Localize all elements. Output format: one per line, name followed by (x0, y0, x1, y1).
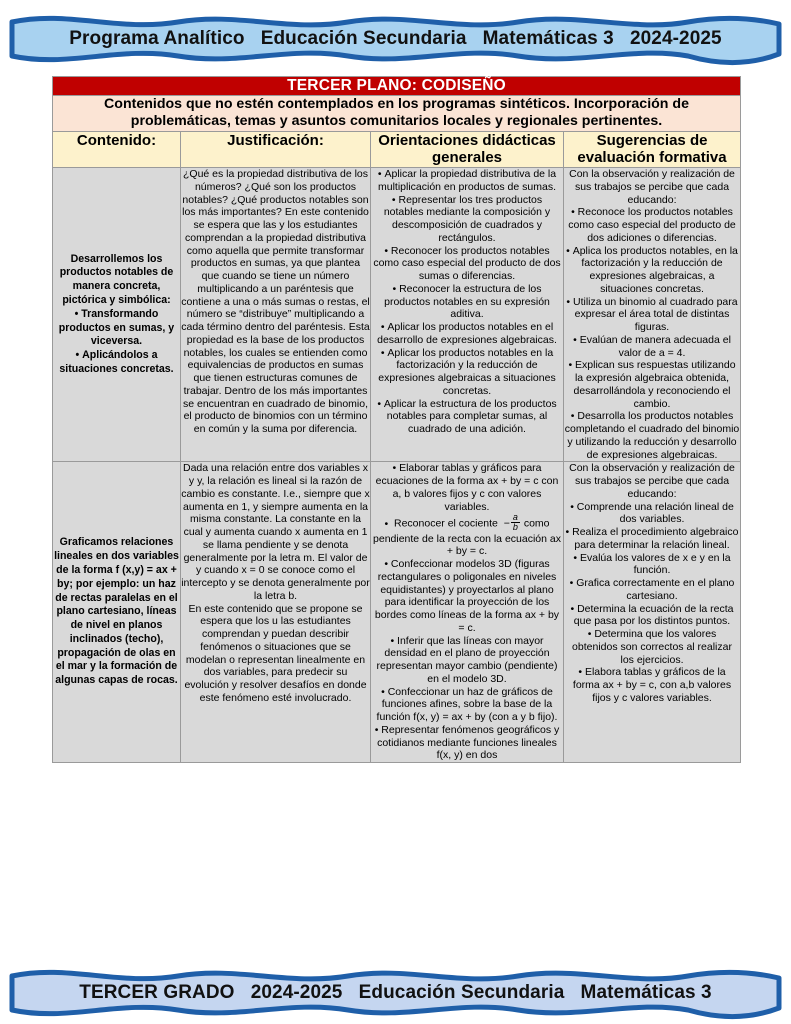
list-item: • Elabora tablas y gráficos de la forma ax + by = c, con a,b valores fijos y c valores variables. (564, 666, 740, 704)
list-item: • Determina la ecuación de la recta que pasa por los distintos puntos. (564, 603, 740, 629)
list-item: • Reconocer los productos notables como caso especial del producto de dos sumas o diferencias. (371, 245, 563, 283)
list-item: • Reconocer la estructura de los productos notables en su expresión aditiva. (371, 283, 563, 321)
list-item: • Aplicar la propiedad distributiva de la multiplicación en productos de sumas. (371, 168, 563, 194)
evaluacion-intro-1: Con la observación y realización de sus trabajos se percibe que cada educando: (569, 168, 735, 206)
orientaciones-bullets-1 (371, 168, 563, 436)
list-item: • Utiliza un binomio al cuadrado para expresar el área total de distintas figuras. (564, 296, 740, 334)
table-header-row (53, 131, 741, 167)
contenido-intro-2: Graficamos relaciones lineales en dos variables de la forma f (x,y) = ax + by; por ejemplo: un haz de rectas paralelas en el plano cartesiano, líneas de nivel en planos inclinados (techo), propagación de olas en el mar y la formación de algunas capas de rocas. (54, 536, 179, 687)
cell-justificacion-2 (181, 462, 371, 763)
justificacion-text-2b: En este contenido que se propone se espera que los u las estudiantes comprendan y puedan describir fenómenos o situaciones que se modelan o representan linealmente en dos variables, para predecir su evolución y resolver desafíos en donde este fenómeno esté involucrado. (184, 602, 367, 704)
cell-evaluacion-2 (564, 462, 741, 763)
cell-justificacion-1 (181, 168, 371, 462)
codiseno-table-wrapper (52, 76, 740, 763)
column-header-justificacion: Justificación: (181, 131, 371, 167)
orientaciones-fraction-post: como pendiente de la recta con la ecuación ax + by = c. (373, 517, 561, 558)
list-item: • Evalúan de manera adecuada el valor de a = 4. (564, 334, 740, 360)
table-title: TERCER PLANO: CODISEÑO (53, 77, 741, 96)
column-header-contenido: Contenido: (53, 131, 181, 167)
column-header-evaluacion: Sugerencias de evaluación formativa (564, 131, 741, 167)
orientaciones-fraction-pre: Reconocer el cociente (394, 517, 498, 530)
list-item: • Aplica los productos notables, en la factorización y la reducción de expresiones algebraicas, a situaciones concretas. (564, 245, 740, 296)
list-item: • Confeccionar un haz de gráficos de funciones afines, sobre la base de la función f(x, y) = ax + by (con a y b fijo). (371, 686, 563, 724)
list-item: • Desarrolla los productos notables completando el cuadrado del binomio y utilizando la reducción y desarrollo de expresiones algebraicas. (564, 410, 740, 461)
list-item: • Aplicar la estructura de los productos notables para completar sumas, al cuadrado de una adición. (371, 398, 563, 436)
table-subtitle: Contenidos que no estén contemplados en los programas sintéticos. Incorporación de problemáticas, temas y asuntos comunitarios locales y regionales pertinentes. (53, 96, 741, 132)
evaluacion-bullets-1 (564, 206, 740, 461)
cell-evaluacion-1 (564, 168, 741, 462)
list-item: • Realiza el procedimiento algebraico para determinar la relación lineal. (564, 526, 740, 552)
column-header-orientaciones: Orientaciones didácticas generales (371, 131, 564, 167)
evaluacion-bullets-2 (564, 501, 740, 705)
list-item: • Aplicar los productos notables en la factorización y la reducción de expresiones algebraicas a situaciones concretas. (371, 347, 563, 398)
list-item: • Comprende una relación lineal de dos variables. (564, 501, 740, 527)
list-item: • Aplicar los productos notables en el desarrollo de expresiones algebraicas. (371, 321, 563, 347)
cell-contenido-2 (53, 462, 181, 763)
minus-sign: − (500, 517, 510, 530)
contenido-bullets-1 (53, 308, 180, 377)
orientaciones-bullets-2 (371, 462, 563, 762)
list-item: • Determina que los valores obtenidos son correctos al realizar los ejercicios. (564, 628, 740, 666)
list-item: • Elaborar tablas y gráficos para ecuaciones de la forma ax + by = c con a, b valores fijos y c con valores variables. (371, 462, 563, 513)
footer-title: TERCER GRADO 2024-2025 Educación Secundaria Matemáticas 3 (79, 982, 712, 1003)
list-item: • Inferir que las líneas con mayor densidad en el plano de proyección representan mayor cambio (pendiente) en el modelo 3D. (371, 635, 563, 686)
list-item: • Grafica correctamente en el plano cartesiano. (564, 577, 740, 603)
cell-contenido-1 (53, 168, 181, 462)
list-item: • Evalúa los valores de x e y en la función. (564, 552, 740, 578)
table-row (53, 168, 741, 462)
list-item: • Transformando productos en sumas, y viceversa. (53, 308, 180, 349)
list-item: • Representar fenómenos geográficos y cotidianos mediante funciones lineales f(x, y) en dos (371, 724, 563, 762)
list-item: • Explican sus respuestas utilizando la expresión algebraica obtenida, desarrollándola y reconociendo el cambio. (564, 359, 740, 410)
table-row (53, 462, 741, 763)
list-item-fraction (371, 513, 563, 558)
list-item: • Reconoce los productos notables como caso especial del producto de dos adiciones o diferencias. (564, 206, 740, 244)
evaluacion-intro-2: Con la observación y realización de sus trabajos se percibe que cada educando: (569, 462, 735, 500)
table-subtitle-row (53, 96, 741, 132)
cell-orientaciones-1 (371, 168, 564, 462)
list-item: • Representar los tres productos notables mediante la composición y descomposición de cuadrados y rectángulos. (371, 194, 563, 245)
header-banner (8, 8, 783, 70)
header-title: Programa Analítico Educación Secundaria Matemáticas 3 2024-2025 (69, 28, 722, 49)
justificacion-text-1: ¿Qué es la propiedad distributiva de los números? ¿Qué son los productos notables? ¿Qué productos notables son los más importantes? En este contenido se espera que las y los estudiantes comprendan a la propiedad distributiva como aquella que permite transformar productos en sumas, ya que plantea que cuando se tiene un número multiplicando a un paréntesis que contiene a una o más sumas o restas, el número se “distribuye” multiplicando a cada término dentro del paréntesis. Esta propiedad es la base de los productos notables, los cuales se entienden como equivalencias de productos en sumas que tienen estructuras comunes de trabajar. Dentro de los más importantes se encuentran en cuadrado de binomio, el producto de binomios con un término en común y la suma por diferencia. (181, 168, 370, 435)
table-title-row (53, 77, 741, 96)
footer-banner (8, 962, 783, 1024)
list-item: • Confeccionar modelos 3D (figuras rectangulares o poligonales en niveles equidistantes) y proyectarlos al plano para identificar la proyección de los bordes como líneas de la forma ax + by = c. (371, 558, 563, 635)
contenido-intro-1: Desarrollemos los productos notables de manera concreta, pictórica y simbólica: (59, 252, 174, 306)
list-item: • Aplicándolos a situaciones concretas. (53, 349, 180, 377)
justificacion-text-2a: Dada una relación entre dos variables x y y, la relación es lineal si la razón de cambio es constante. I.e., siempre que x aumenta en 1, y siempre aumenta en la misma constante. La constante en la cual y aumenta cuando x aumenta en 1 se llama pendiente y se denota generalmente por la letra m. El valor de y cuando x = 0 se conoce como el intercepto y se denota generalmente por la letra b. (181, 462, 370, 602)
cell-orientaciones-2 (371, 462, 564, 763)
fraction-a-over-b: $\frac{a}{b}$ (512, 512, 518, 533)
codiseno-table (52, 76, 741, 763)
